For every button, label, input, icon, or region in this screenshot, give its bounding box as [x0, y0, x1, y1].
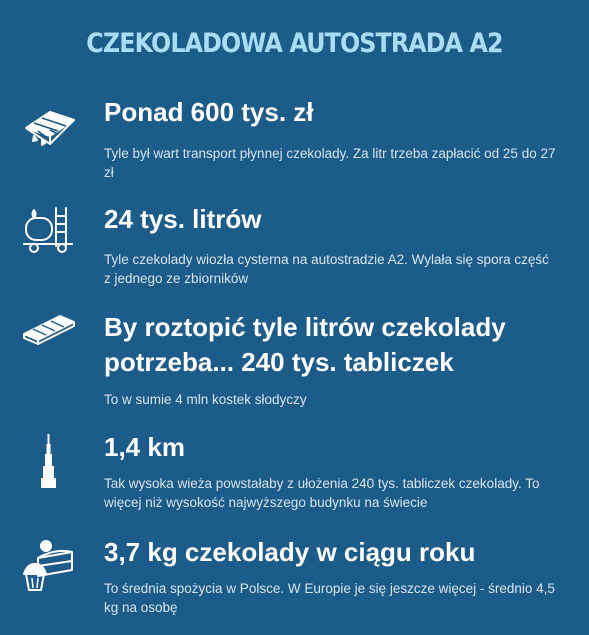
fact-description: To w sumie 4 mln kostek słodyczy	[104, 392, 307, 407]
fact-heading: Ponad 600 tys. zł	[104, 97, 314, 127]
page-title: CZEKOLADOWA AUTOSTRADA A2	[86, 28, 503, 59]
chocolate-tablet-icon	[20, 304, 78, 362]
fact-description: Tyle czekolady wiozła cysterna na autostradzie A2. Wylała się spora część z jednego ze zbiorników	[104, 252, 549, 286]
tanker-truck-icon	[20, 200, 78, 258]
chocolate-bar-icon	[20, 98, 78, 156]
skyscraper-icon	[20, 432, 78, 490]
cake-icon	[20, 536, 78, 594]
fact-description: To średnia spożycia w Polsce. W Europie je się jeszcze więcej - średnio 4,5 kg na osobę	[104, 581, 555, 615]
fact-description: Tak wysoka wieża powstałaby z ułożenia 240 tys. tabliczek czekolady. To więcej niż wysokość najwyższego budynku na świecie	[104, 476, 540, 510]
fact-heading: By roztopić tyle litrów czekolady potrzeba... 240 tys. tabliczek	[104, 312, 506, 377]
fact-description: Tyle był wart transport płynnej czekolady. Za litr trzeba zapłacić od 25 do 27 zł	[104, 146, 556, 180]
fact-heading: 1,4 km	[104, 432, 185, 462]
fact-heading: 3,7 kg czekolady w ciągu roku	[104, 537, 476, 567]
fact-heading: 24 tys. litrów	[104, 204, 262, 234]
